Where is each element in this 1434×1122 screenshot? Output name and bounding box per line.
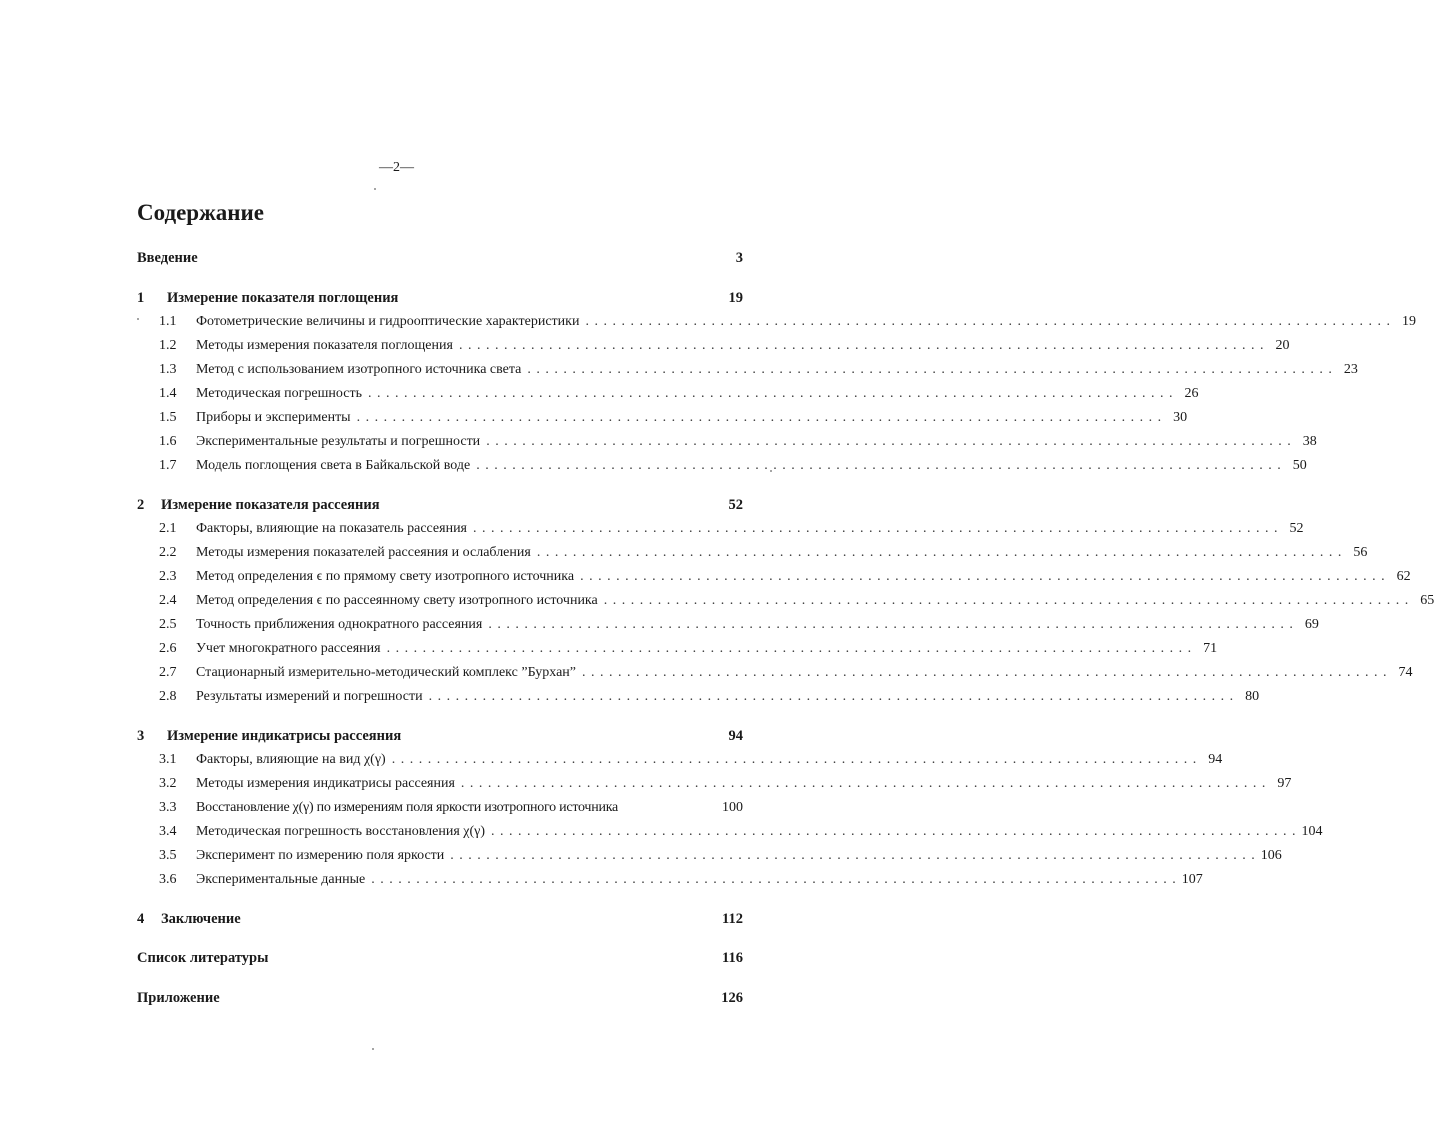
toc-dot-leader (476, 457, 1281, 475)
toc-entry-section-3-3[interactable] (159, 799, 743, 817)
toc-entry-page: 80 (1245, 689, 1260, 704)
toc-entry-title: Факторы, влияющие на вид χ(γ) (196, 752, 386, 767)
toc-entry-appendix[interactable] (137, 989, 743, 1007)
toc-entry-page: 52 (728, 497, 743, 513)
toc-dot-leader (486, 433, 1291, 451)
toc-entry-title: Модель поглощения света в Байкальской воде (196, 458, 471, 473)
toc-entry-section-2-2[interactable] (159, 544, 1368, 562)
toc-entry-title: Метод с использованием изотропного источника света (196, 362, 522, 377)
toc-entry-section-3-5[interactable] (159, 847, 1282, 865)
toc-entry-number: 3.5 (159, 848, 177, 863)
toc-entry-title: Стационарный измерительно-методический комплекс ”Бурхан” (196, 665, 576, 680)
toc-entry-page: 50 (1292, 458, 1307, 473)
toc-entry-number: 1.2 (159, 338, 177, 353)
toc-entry-title: Восстановление χ(γ) по измерениям поля яркости изотропного источника (196, 800, 619, 815)
toc-entry-page: 52 (1289, 521, 1304, 536)
toc-entry-number: 2.4 (159, 593, 177, 608)
toc-entry-section-1-4[interactable] (159, 385, 1199, 403)
toc-entry-page: 74 (1398, 665, 1413, 680)
toc-entry-title: Факторы, влияющие на показатель рассеяния (196, 521, 467, 536)
toc-dot-leader (537, 544, 1342, 562)
toc-entry-page: 126 (721, 990, 743, 1006)
toc-entry-section-1-1[interactable] (159, 313, 1416, 331)
toc-dot-leader (450, 847, 1255, 865)
toc-entry-page: 100 (722, 800, 743, 815)
toc-dot-leader (429, 688, 1234, 706)
toc-entry-number: 2.5 (159, 617, 177, 632)
toc-dot-leader (491, 823, 1296, 841)
toc-entry-title: Измерение показателя рассеяния (161, 497, 380, 513)
toc-dot-leader (357, 409, 1162, 427)
toc-entry-title: Экспериментальные результаты и погрешности (196, 434, 481, 449)
page-number: —2— (379, 160, 414, 175)
toc-entry-title: Заключение (161, 911, 241, 927)
toc-entry-number: 1 (137, 290, 145, 306)
toc-entry-page: 65 (1420, 593, 1434, 608)
toc-entry-page: 56 (1353, 545, 1368, 560)
toc-entry-number: 3.4 (159, 824, 177, 839)
toc-entry-number: 2.3 (159, 569, 177, 584)
toc-entry-title: Метод определения ϵ по прямому свету изотропного источника (196, 569, 575, 584)
toc-entry-page: 116 (722, 950, 743, 966)
toc-entry-page: 106 (1260, 848, 1282, 863)
toc-entry-section-1-5[interactable] (159, 409, 1188, 427)
toc-entry-title: Методы измерения индикатрисы рассеяния (196, 776, 455, 791)
toc-entry-title: Введение (137, 250, 198, 266)
toc-dot-leader (473, 520, 1278, 538)
toc-entry-page: 38 (1302, 434, 1317, 449)
toc-entry-number: 2.1 (159, 521, 177, 536)
toc-entry-number: 1.7 (159, 458, 177, 473)
toc-entry-page: 94 (728, 728, 743, 744)
toc-entry-title: Приборы и эксперименты (196, 410, 351, 425)
toc-entry-page: 71 (1203, 641, 1218, 656)
toc-entry-page: 3 (735, 250, 743, 266)
toc-entry-section-2-1[interactable] (159, 520, 1304, 538)
toc-entry-bibliography[interactable] (137, 949, 743, 967)
toc-entry-title: Измерение индикатрисы рассеяния (167, 728, 402, 744)
toc-entry-title: Измерение показателя поглощения (167, 290, 399, 306)
toc-entry-section-2-3[interactable] (159, 568, 1411, 586)
toc-entry-title: Приложение (137, 990, 220, 1006)
scan-speck (372, 1048, 374, 1050)
toc-entry-number: 4 (137, 911, 145, 927)
toc-dot-leader (387, 640, 1192, 658)
toc-entry-number: 3.3 (159, 800, 177, 815)
toc-entry-number: 2.7 (159, 665, 177, 680)
toc-entry-title: Методы измерения показателей рассеяния и ослабления (196, 545, 531, 560)
toc-entry-page: 97 (1277, 776, 1292, 791)
toc-entry-number: 1.1 (159, 314, 177, 329)
toc-entry-number: 1.6 (159, 434, 177, 449)
toc-entry-page: 19 (1401, 314, 1416, 329)
toc-entry-page: 94 (1208, 752, 1223, 767)
toc-dot-leader (604, 592, 1409, 610)
toc-dot-leader (580, 568, 1385, 586)
toc-entry-section-2-8[interactable] (159, 688, 1260, 706)
toc-entry-number: 2 (137, 497, 145, 513)
toc-entry-section-2-6[interactable] (159, 640, 1218, 658)
toc-entry-number: 3.2 (159, 776, 177, 791)
toc-entry-section-3-4[interactable] (159, 823, 1323, 841)
toc-entry-title: Методическая погрешность (196, 386, 362, 401)
toc-dot-leader (459, 337, 1264, 355)
toc-entry-conclusion[interactable] (137, 910, 743, 928)
toc-dot-leader (585, 313, 1390, 331)
toc-dot-leader (461, 775, 1266, 793)
toc-entry-section-2-5[interactable] (159, 616, 1319, 634)
toc-entry-title: Точность приближения однократного рассеяния (196, 617, 483, 632)
toc-entry-page: 26 (1184, 386, 1199, 401)
toc-entry-chapter-1[interactable] (137, 289, 743, 307)
toc-entry-number: 1.3 (159, 362, 177, 377)
toc-entry-title: Эксперимент по измерению поля яркости (196, 848, 445, 863)
scan-speck (770, 470, 772, 472)
toc-entry-page: 104 (1301, 824, 1323, 839)
scan-speck (374, 188, 376, 190)
toc-entry-number: 3 (137, 728, 145, 744)
toc-entry-section-3-6[interactable] (159, 871, 1203, 889)
toc-entry-title: Результаты измерений и погрешности (196, 689, 423, 704)
toc-entry-title: Метод определения ϵ по рассеянному свету изотропного источника (196, 593, 598, 608)
toc-title: Содержание (137, 200, 264, 225)
toc-entry-title: Экспериментальные данные (196, 872, 366, 887)
toc-entry-title: Фотометрические величины и гидрооптические характеристики (196, 314, 580, 329)
toc-entry-section-1-3[interactable] (159, 361, 1358, 379)
toc-entry-section-2-4[interactable] (159, 592, 1434, 610)
toc-entry-title: Учет многократного рассеяния (196, 641, 381, 656)
toc-entry-introduction[interactable] (137, 249, 743, 267)
toc-dot-leader (582, 664, 1387, 682)
toc-entry-section-1-2[interactable] (159, 337, 1290, 355)
toc-entry-page: 62 (1396, 569, 1411, 584)
toc-entry-section-1-6[interactable] (159, 433, 1317, 451)
toc-entry-page: 30 (1173, 410, 1188, 425)
toc-entry-number: 1.4 (159, 386, 177, 401)
toc-entry-section-1-7[interactable] (159, 457, 1307, 475)
scan-speck (137, 318, 139, 320)
toc-dot-leader (392, 751, 1197, 769)
toc-entry-section-3-1[interactable] (159, 751, 1223, 769)
toc-entry-number: 2.6 (159, 641, 177, 656)
toc-entry-number: 1.5 (159, 410, 177, 425)
toc-dot-leader (371, 871, 1176, 889)
toc-entry-chapter-2[interactable] (137, 496, 743, 514)
toc-entry-page: 112 (722, 911, 743, 927)
toc-dot-leader (368, 385, 1173, 403)
toc-dot-leader (488, 616, 1293, 634)
toc-entry-page: 23 (1343, 362, 1358, 377)
toc-entry-section-2-7[interactable] (159, 664, 1413, 682)
toc-entry-number: 2.8 (159, 689, 177, 704)
toc-entry-number: 3.1 (159, 752, 177, 767)
toc-dot-leader (527, 361, 1332, 379)
toc-entry-chapter-3[interactable] (137, 727, 743, 745)
toc-entry-page: 69 (1304, 617, 1319, 632)
toc-entry-page: 107 (1181, 872, 1203, 887)
toc-entry-page: 20 (1275, 338, 1290, 353)
toc-entry-section-3-2[interactable] (159, 775, 1292, 793)
toc-entry-number: 3.6 (159, 872, 177, 887)
toc-entry-page: 19 (728, 290, 743, 306)
toc-entry-title: Методы измерения показателя поглощения (196, 338, 453, 353)
toc-entry-number: 2.2 (159, 545, 177, 560)
toc-entry-title: Методическая погрешность восстановления χ(γ) (196, 824, 486, 839)
toc-entry-title: Список литературы (137, 950, 269, 966)
